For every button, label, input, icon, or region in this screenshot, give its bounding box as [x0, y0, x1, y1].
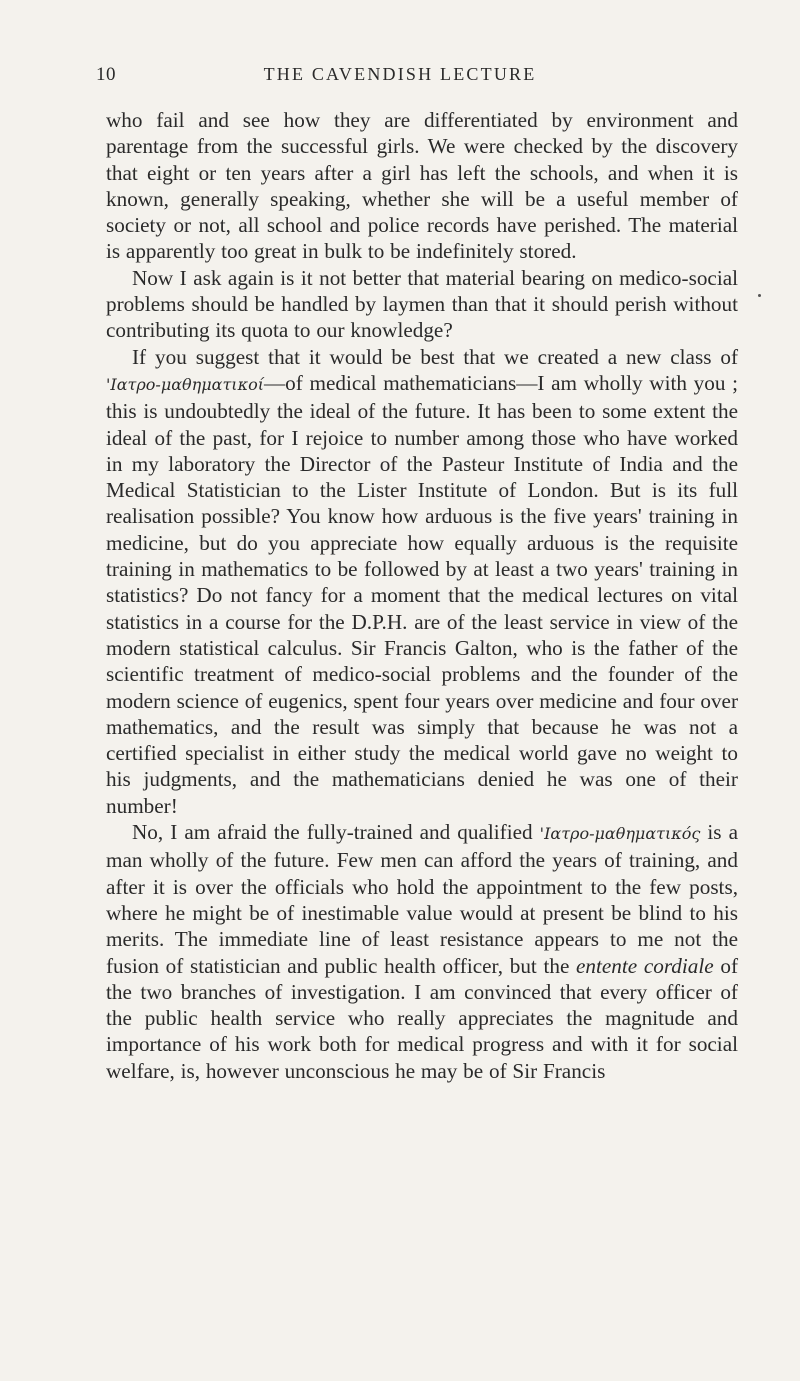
paragraph-3-text-after: —of medical mathematicians—I am wholly with you ; this is undoubtedly the ideal of the future. It has been to some extent the ideal of the past, for I rejoice to number among those who have worked in my laboratory the Director of the Pasteur Institute of India and the Medical Statistician to the Lister Institute of London. But is its full realisation possible? You know how arduous is the five years' training in medicine, but do you appreciate how equally arduous is the requisite training in mathematics to be followed by at least a two years' training in statistics? Do not fancy for a moment that the medical lectures on vital statistics in a course for the D.P.H. are of the least service in view of the modern statistical calculus. Sir Francis Galton, who is the father of the scientific treatment of medico-social problems and the founder of the modern science of eugenics, spent four years over medicine and four over mathematics, and the result was simply that because he was not a certified specialist in either study the medical world gave no weight to his judgments, and the mathematicians denied he was one of their number! [106, 370, 738, 818]
italic-phrase: entente cordiale [576, 953, 714, 978]
paragraph-3 [106, 344, 738, 819]
paragraph-4 [106, 819, 738, 1084]
paragraph-4-text-middle: is a man wholly of the future. Few men can afford the years of training, and after it is over the officials who hold the appointment to the few posts, where he might be of inestimable value would at present be blind to his merits. The immediate line of least resistance appears to me not the fusion of statistician and public health officer, but the [106, 820, 738, 978]
page-number: 10 [96, 64, 116, 85]
paragraph-4-text-before: No, I am afraid the fully-trained and qualified [132, 820, 540, 845]
paragraph-3-text-before: If you suggest that it would be best that we created a new class of [132, 344, 738, 369]
paragraph-2 [106, 265, 738, 344]
paragraph-4-text-after: of the two branches of investigation. I am convinced that every officer of the public health service who really appreciates the magnitude and importance of his work both for medical progress and with it for social welfare, is, however unconscious he may be of Sir Francis [106, 953, 739, 1083]
paragraph-2-text: Now I ask again is it not better that material bearing on medico-social problems should be handled by laymen than that it should perish without contributing its quota to our knowledge? [106, 265, 738, 343]
running-title: THE CAVENDISH LECTURE [263, 64, 537, 84]
greek-term-plural: 'Ιατρο-μαθηματικοί [106, 374, 264, 394]
paragraph-1-text: who fail and see how they are differentiated by environment and parentage from the successful girls. We were checked by the discovery that eight or ten years after a girl has left the schools, and when it is known, generally speaking, whether she will be a useful member of society or not, all school and police records have perished. The material is apparently too great in bulk to be indefinitely stored. [106, 108, 738, 264]
margin-speck [758, 294, 761, 297]
paragraph-1 [106, 107, 738, 265]
running-head [0, 64, 800, 94]
greek-term-singular: 'Ιατρο-μαθηματικός [539, 824, 701, 844]
body-text [106, 107, 738, 1084]
